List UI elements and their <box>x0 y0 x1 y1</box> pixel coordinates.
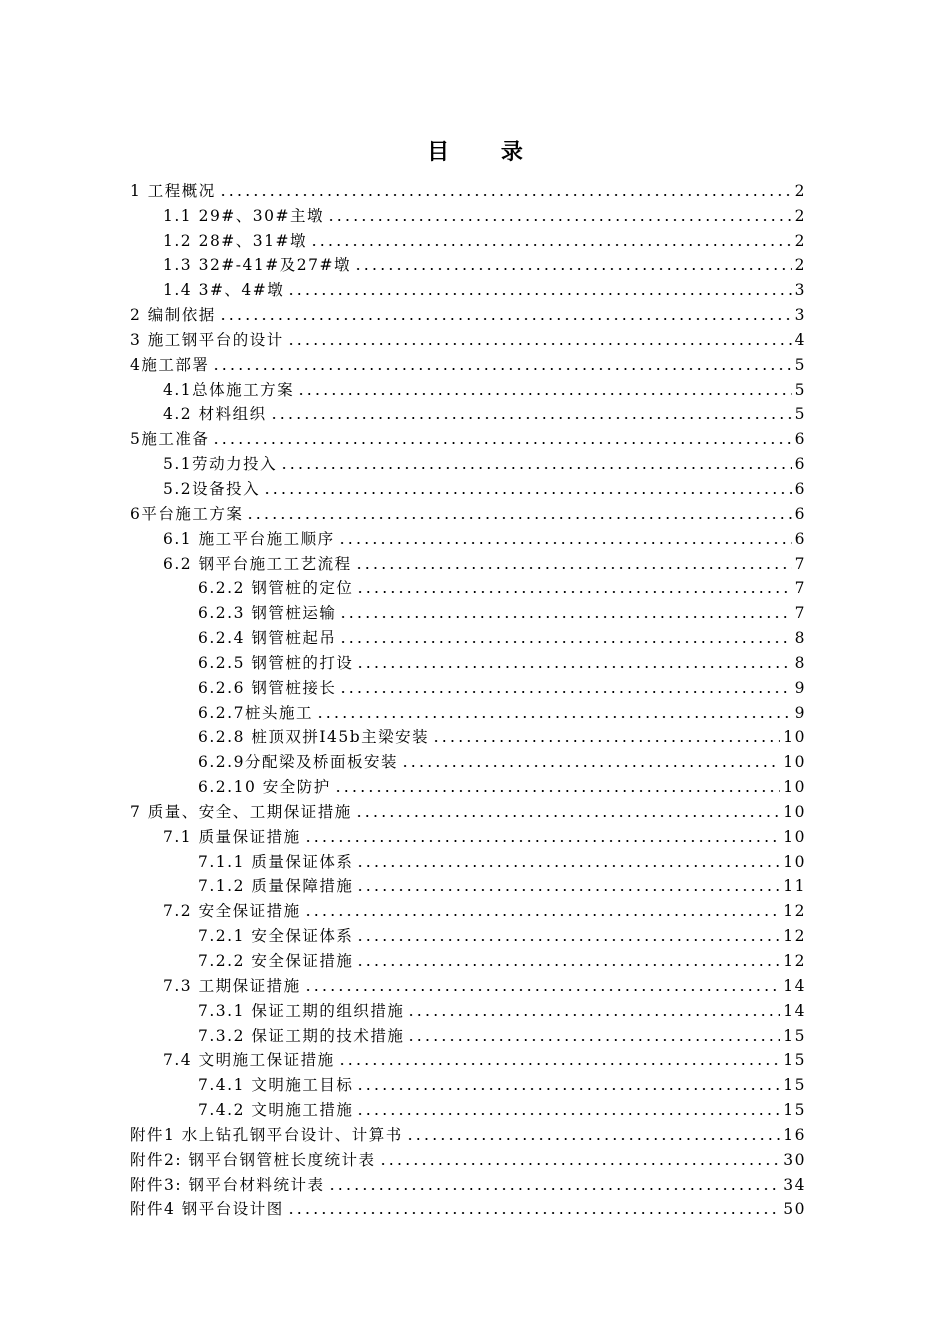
toc-entry-label: 4施工部署 <box>130 355 210 374</box>
toc-entry[interactable] <box>130 524 806 549</box>
toc-entry-label: 5.1劳动力投入 <box>163 455 278 474</box>
toc-leader-dots <box>310 243 792 247</box>
toc-entry-label: 6.2.10 安全防护 <box>198 778 331 797</box>
toc-entry-label: 6.2 钢平台施工工艺流程 <box>163 554 352 573</box>
toc-page-number: 3 <box>794 281 806 300</box>
toc-page-number: 5 <box>794 380 806 399</box>
toc-page-number: 6 <box>794 529 806 548</box>
toc-entry-label: 1.1 29#、30#主墩 <box>163 206 324 225</box>
toc-page-number: 2 <box>794 206 806 225</box>
toc-entry[interactable] <box>130 226 806 251</box>
toc-leader-dots <box>270 416 792 420</box>
toc-entry[interactable] <box>130 822 806 847</box>
toc-page-number: 11 <box>783 877 806 896</box>
toc-entry-label: 4.1总体施工方案 <box>163 380 295 399</box>
toc-entry-label: 6.2.5 钢管桩的打设 <box>198 653 354 672</box>
toc-page-number: 10 <box>783 728 806 747</box>
toc-entry[interactable] <box>130 549 806 574</box>
toc-title: 目 录 <box>427 139 545 165</box>
toc-page-number: 30 <box>783 1150 806 1169</box>
toc-entry[interactable] <box>130 971 806 996</box>
toc-entry[interactable] <box>130 996 806 1021</box>
toc-leader-dots <box>339 615 791 619</box>
toc-page-number: 14 <box>783 976 806 995</box>
toc-leader-dots <box>339 640 791 644</box>
toc-entry[interactable] <box>130 921 806 946</box>
toc-entry-label: 4.2 材料组织 <box>163 405 267 424</box>
toc-entry[interactable] <box>130 1021 806 1046</box>
toc-page-number: 10 <box>783 802 806 821</box>
toc-page-number: 7 <box>794 579 806 598</box>
toc-entry[interactable] <box>130 1070 806 1095</box>
toc-leader-dots <box>356 1112 780 1116</box>
toc-entry[interactable] <box>130 747 806 772</box>
toc-leader-dots <box>219 193 792 197</box>
toc-leader-dots <box>356 590 791 594</box>
toc-entry-label: 6.2.3 钢管桩运输 <box>198 604 337 623</box>
toc-page-number: 7 <box>794 554 806 573</box>
toc-entry[interactable] <box>130 1120 806 1145</box>
toc-entry-label: 7.3.1 保证工期的组织措施 <box>198 1001 405 1020</box>
toc-entry-label: 7 质量、安全、工期保证措施 <box>130 802 352 821</box>
toc-leader-dots <box>407 1038 780 1042</box>
toc-entry-label: 1.2 28#、31#墩 <box>163 231 307 250</box>
toc-entry[interactable] <box>130 350 806 375</box>
toc-entry[interactable] <box>130 176 806 201</box>
toc-entry[interactable] <box>130 1195 806 1220</box>
toc-page-number: 10 <box>783 753 806 772</box>
toc-entry-label: 6.2.4 钢管桩起吊 <box>198 629 337 648</box>
toc-entry-label: 7.1 质量保证措施 <box>163 827 301 846</box>
toc-entry[interactable] <box>130 772 806 797</box>
toc-entry[interactable] <box>130 896 806 921</box>
toc-leader-dots <box>379 1162 781 1166</box>
toc-page-number: 6 <box>794 479 806 498</box>
toc-leader-dots <box>339 690 791 694</box>
toc-entry-label: 1.4 3#、4#墩 <box>163 281 285 300</box>
toc-leader-dots <box>356 888 780 892</box>
toc-entry[interactable] <box>130 598 806 623</box>
toc-page-number: 2 <box>794 231 806 250</box>
toc-leader-dots <box>338 1062 781 1066</box>
toc-page-number: 9 <box>794 678 806 697</box>
toc-entry-label: 6平台施工方案 <box>130 504 244 523</box>
toc-page-number: 15 <box>783 1076 806 1095</box>
toc-leader-dots <box>219 317 792 321</box>
toc-leader-dots <box>297 392 791 396</box>
toc-page-number: 12 <box>783 952 806 970</box>
toc-entry[interactable] <box>130 698 806 723</box>
toc-entry-label: 7.2 安全保证措施 <box>163 902 301 921</box>
toc-leader-dots <box>212 367 791 371</box>
toc-entry-label: 7.1.2 质量保障措施 <box>198 877 354 896</box>
toc-leader-dots <box>432 739 780 743</box>
toc-page-number: 2 <box>794 256 806 275</box>
toc-entry[interactable] <box>130 300 806 325</box>
toc-leader-dots <box>406 1137 780 1141</box>
toc-leader-dots <box>338 541 792 545</box>
toc-entry-label: 附件1 水上钻孔钢平台设计、计算书 <box>130 1125 403 1144</box>
toc-leader-dots <box>354 267 792 271</box>
toc-leader-dots <box>334 789 781 793</box>
toc-page-number: 3 <box>794 306 806 325</box>
toc-entry[interactable] <box>130 251 806 276</box>
toc-leader-dots <box>246 516 791 520</box>
toc-entry-label: 1 工程概况 <box>130 181 216 200</box>
toc-entry[interactable] <box>130 1145 806 1170</box>
toc-entry-label: 7.2.2 安全保证措施 <box>198 952 354 970</box>
toc-page-number: 34 <box>783 1175 806 1194</box>
toc-entry[interactable] <box>130 1095 806 1120</box>
toc-leader-dots <box>356 1087 780 1091</box>
toc-page-number: 15 <box>783 1051 806 1070</box>
toc-entry-label: 5.2设备投入 <box>163 479 261 498</box>
toc-entry[interactable] <box>130 375 806 400</box>
toc-leader-dots <box>263 491 791 495</box>
toc-entry-label: 7.1.1 质量保证体系 <box>198 852 354 871</box>
toc-entry-label: 附件4 钢平台设计图 <box>130 1200 284 1219</box>
toc-entry-label: 附件2: 钢平台钢管桩长度统计表 <box>130 1150 376 1169</box>
toc-leader-dots <box>407 1013 780 1017</box>
toc-page-number: 12 <box>783 927 806 946</box>
toc-entry-label: 7.3.2 保证工期的技术措施 <box>198 1026 405 1045</box>
toc-page-number: 12 <box>783 902 806 921</box>
toc-page-number: 16 <box>783 1125 806 1144</box>
toc-leader-dots <box>356 665 791 669</box>
toc-leader-dots <box>356 963 780 967</box>
toc-page-number: 15 <box>783 1026 806 1045</box>
toc-entry-label: 7.4 文明施工保证措施 <box>163 1051 335 1070</box>
toc-page-number: 9 <box>794 703 806 722</box>
toc-entry[interactable] <box>130 648 806 673</box>
toc-entry[interactable] <box>130 623 806 648</box>
toc-leader-dots <box>355 566 792 570</box>
toc-entry-label: 2 编制依据 <box>130 306 216 325</box>
toc-page-number: 5 <box>794 405 806 424</box>
toc-page-number: 10 <box>783 778 806 797</box>
toc-entry[interactable] <box>130 499 806 524</box>
toc-entry-label: 6.2.8 桩顶双拼I45b主梁安装 <box>198 728 430 747</box>
toc-page-number: 10 <box>783 852 806 871</box>
toc-leader-dots <box>401 764 780 768</box>
toc-entry-label: 7.4.2 文明施工措施 <box>198 1101 354 1120</box>
toc-page-number: 6 <box>794 504 806 523</box>
toc-page-number: 6 <box>794 455 806 474</box>
toc-entry-label: 1.3 32#-41#及27#墩 <box>163 256 351 275</box>
toc-leader-dots <box>304 913 781 917</box>
toc-entry-label: 附件3: 钢平台材料统计表 <box>130 1175 325 1194</box>
toc-page-number: 10 <box>783 827 806 846</box>
toc-entry[interactable] <box>130 946 806 971</box>
toc-leader-dots <box>304 988 781 992</box>
toc-leader-dots <box>287 292 791 296</box>
toc-leader-dots <box>355 814 780 818</box>
toc-entry-label: 6.2.2 钢管桩的定位 <box>198 579 354 598</box>
toc-entry[interactable] <box>130 400 806 425</box>
toc-entry-label: 7.2.1 安全保证体系 <box>198 927 354 946</box>
toc-leader-dots <box>287 1211 780 1215</box>
toc-entry[interactable] <box>130 847 806 872</box>
toc-entry[interactable] <box>130 275 806 300</box>
toc-entry[interactable] <box>130 424 806 449</box>
toc-leader-dots <box>304 839 781 843</box>
toc-page-number: 50 <box>783 1200 806 1219</box>
toc-page-number: 15 <box>783 1101 806 1120</box>
toc-leader-dots <box>328 1187 781 1191</box>
toc-page-number: 2 <box>794 181 806 200</box>
toc-leader-dots <box>327 218 792 222</box>
toc-entry-label: 6.2.9分配梁及桥面板安装 <box>198 753 398 772</box>
toc-entry[interactable] <box>130 797 806 822</box>
toc-page-number: 14 <box>783 1001 806 1020</box>
toc-entry[interactable] <box>130 201 806 226</box>
toc-entry-label: 6.2.7桩头施工 <box>198 703 313 722</box>
toc-page-number: 7 <box>794 604 806 623</box>
toc-leader-dots <box>356 864 780 868</box>
toc-page-number: 5 <box>794 355 806 374</box>
toc-leader-dots <box>316 715 792 719</box>
toc-page-number: 8 <box>794 629 806 648</box>
toc-leader-dots <box>212 441 791 445</box>
toc-entry[interactable] <box>130 574 806 599</box>
toc-entry[interactable] <box>130 673 806 698</box>
toc-entry[interactable] <box>130 325 806 350</box>
toc-entry-label: 5施工准备 <box>130 430 210 449</box>
toc-entry[interactable] <box>130 449 806 474</box>
toc-entry-label: 3 施工钢平台的设计 <box>130 330 284 349</box>
toc-page-number: 4 <box>794 330 806 349</box>
toc-entry-label: 7.3 工期保证措施 <box>163 976 301 995</box>
toc-entry-label: 6.2.6 钢管桩接长 <box>198 678 337 697</box>
toc-page-number: 8 <box>794 653 806 672</box>
toc-entry-label: 6.1 施工平台施工顺序 <box>163 529 335 548</box>
toc-leader-dots <box>356 938 780 942</box>
toc-leader-dots <box>287 342 792 346</box>
toc-entry[interactable] <box>130 1046 806 1071</box>
toc-page-number: 6 <box>794 430 806 449</box>
table-of-contents <box>130 176 806 1219</box>
toc-leader-dots <box>280 466 791 470</box>
toc-entry[interactable] <box>130 872 806 897</box>
toc-entry[interactable] <box>130 474 806 499</box>
toc-entry-label: 7.4.1 文明施工目标 <box>198 1076 354 1095</box>
toc-entry[interactable] <box>130 723 806 748</box>
toc-entry[interactable] <box>130 1170 806 1195</box>
